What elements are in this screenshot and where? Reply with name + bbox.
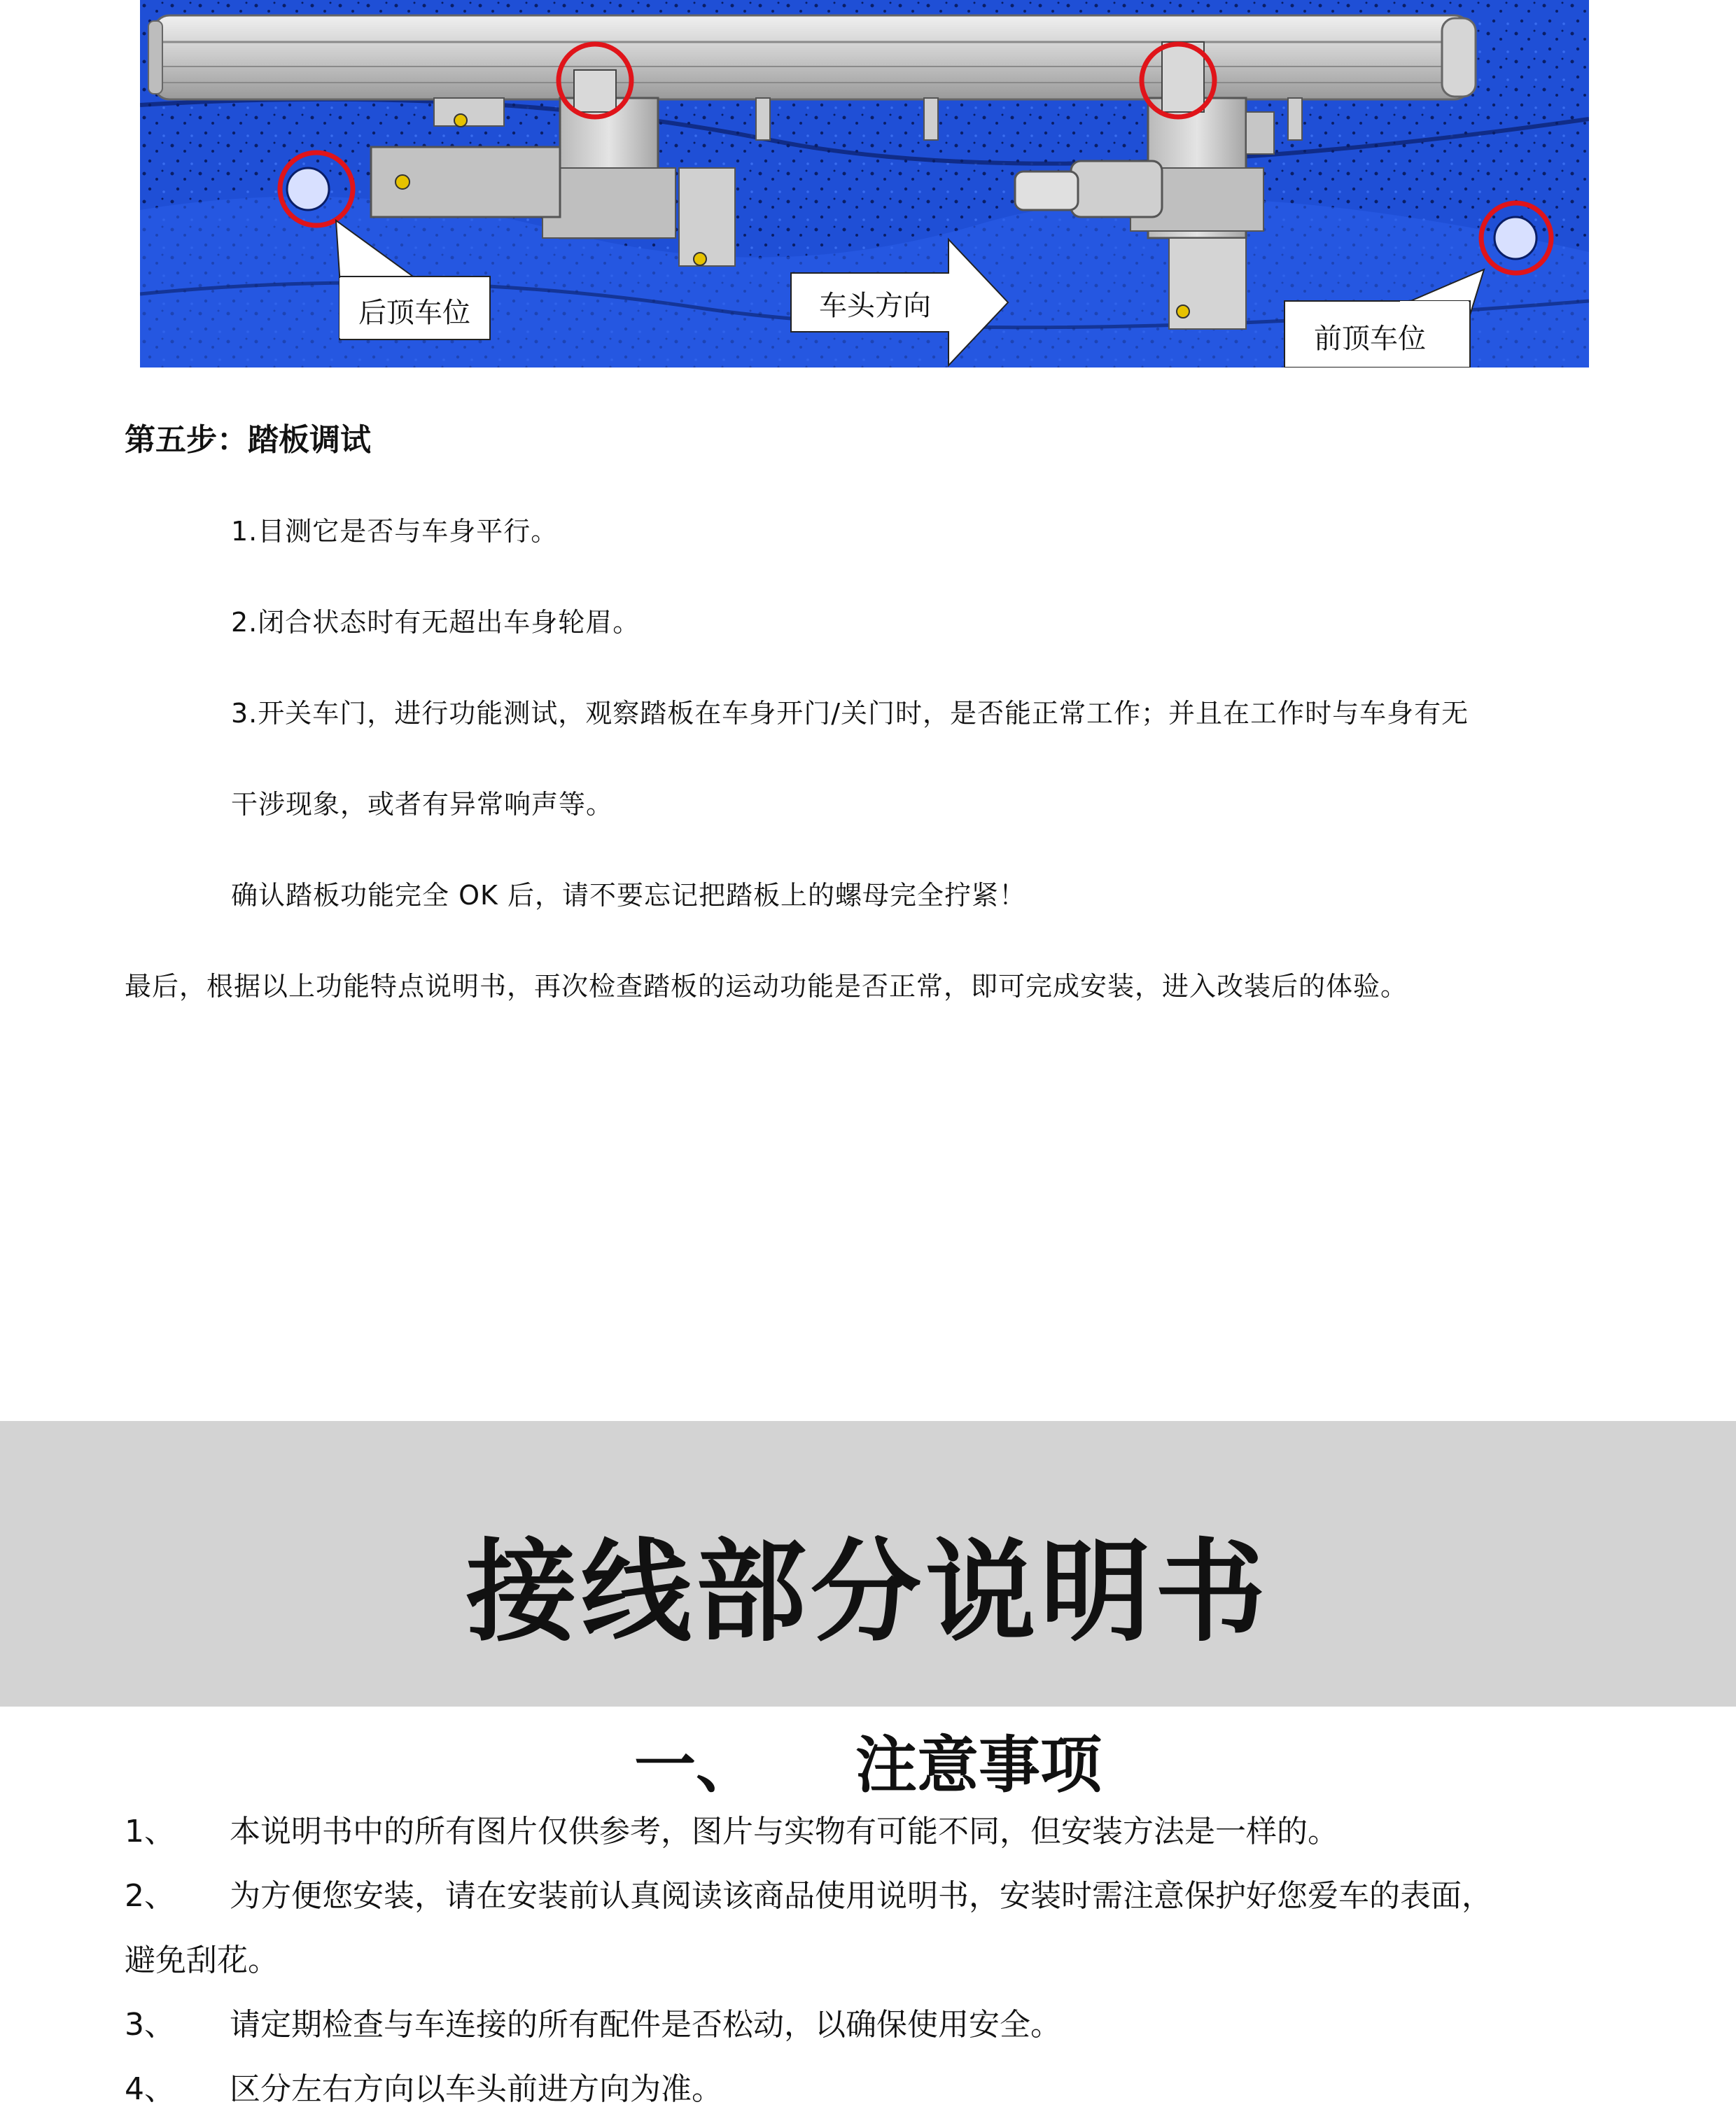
rear-jack-label: 后顶车位 — [358, 297, 470, 329]
direction-label: 车头方向 — [819, 290, 931, 322]
section1-number: 一、 — [634, 1729, 757, 1801]
note-text: 区分左右方向以车头前进方向为准。 — [230, 2071, 722, 2107]
step5-confirm: 确认踏板功能完全 OK 后，请不要忘记把踏板上的螺母完全拧紧！ — [231, 880, 1026, 911]
underbody-diagram — [140, 0, 1589, 368]
note-text: 本说明书中的所有图片仅供参考，图片与实物有可能不同，但安装方法是一样的。 — [230, 1814, 1338, 1849]
note-text-cont: 避免刮花。 — [125, 1942, 279, 1978]
note-index: 3、 — [125, 2007, 175, 2043]
note-index: 2、 — [125, 1878, 175, 1914]
rear-jack-point — [287, 168, 329, 210]
note-text: 请定期检查与车连接的所有配件是否松动，以确保使用安全。 — [230, 2007, 1061, 2043]
step5-item-1: 1.目测它是否与车身平行。 — [231, 516, 559, 547]
section1-title: 注意事项 — [855, 1729, 1102, 1801]
step5-item-3-cont: 干涉现象，或者有异常响声等。 — [231, 789, 614, 820]
step5-closing: 最后，根据以上功能特点说明书，再次检查踏板的运动功能是否正常，即可完成安装，进入改装后的体验。 — [125, 971, 1408, 1002]
motor — [1071, 161, 1162, 217]
note-text: 为方便您安装，请在安装前认真阅读该商品使用说明书，安装时需注意保护好您爱车的表面， — [230, 1878, 1492, 1914]
running-board-rail — [148, 15, 1476, 99]
section1-heading — [0, 1716, 1736, 1805]
note-index: 1、 — [125, 1814, 175, 1849]
step5-title: 第五步：踏板调试 — [125, 422, 371, 458]
installation-figure — [140, 0, 1589, 368]
step5-item-3: 3.开关车门，进行功能测试，观察踏板在车身开门/关门时，是否能正常工作；并且在工作时与车身有无 — [231, 698, 1469, 729]
front-jack-point — [1494, 217, 1536, 259]
step5-item-2: 2.闭合状态时有无超出车身轮眉。 — [231, 607, 640, 638]
banner-title: 接线部分说明书 — [466, 1528, 1270, 1657]
front-jack-label: 前顶车位 — [1314, 323, 1426, 355]
note-index: 4、 — [125, 2071, 175, 2107]
